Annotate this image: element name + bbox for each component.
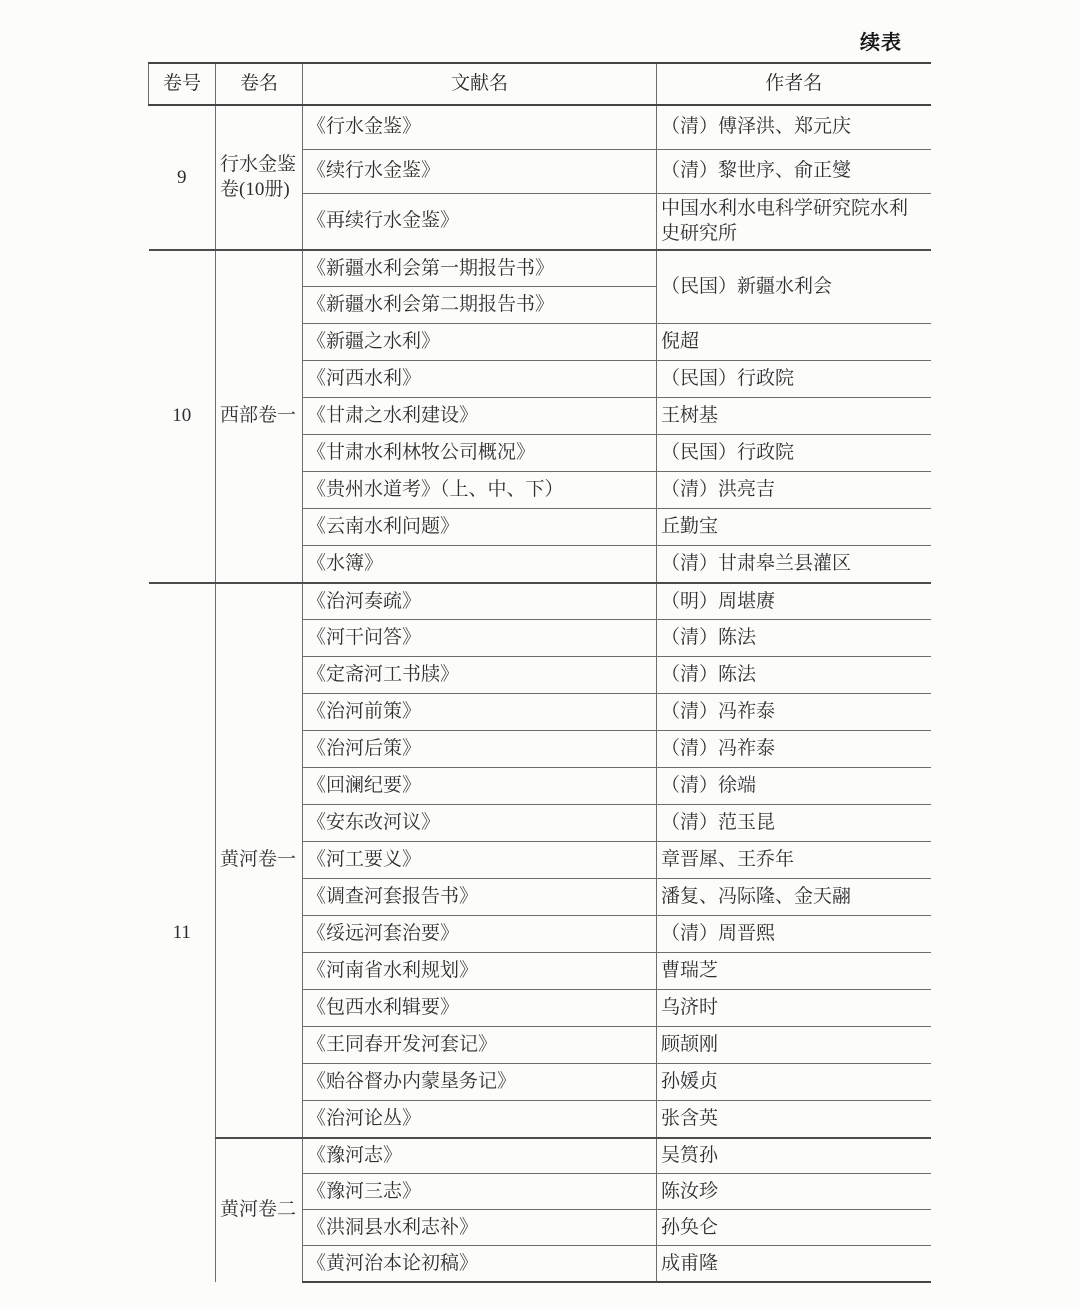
- author-cell: （清）陈法: [657, 620, 931, 657]
- author-cell: 乌济时: [657, 990, 931, 1027]
- author-cell: 成甫隆: [657, 1246, 931, 1282]
- doc-title-cell: 《绥远河套治要》: [303, 916, 657, 953]
- doc-title-cell: 《水簿》: [303, 546, 657, 583]
- author-cell: 张含英: [657, 1101, 931, 1138]
- author-cell: 孙媛贞: [657, 1064, 931, 1101]
- doc-title-cell: 《豫河志》: [303, 1138, 657, 1174]
- doc-title-cell: 《新疆水利会第二期报告书》: [303, 287, 657, 324]
- doc-title-cell: 《调查河套报告书》: [303, 879, 657, 916]
- author-cell: （明）周堪赓: [657, 583, 931, 620]
- doc-title-cell: 《甘肃之水利建设》: [303, 398, 657, 435]
- doc-title-cell: 《回澜纪要》: [303, 768, 657, 805]
- author-cell: （民国）行政院: [657, 435, 931, 472]
- author-cell: 吴筼孙: [657, 1138, 931, 1174]
- table-row: [149, 250, 931, 287]
- volume-name-cell: 西部卷一: [216, 250, 303, 583]
- literature-table: [148, 62, 931, 1283]
- volume-no-cell: 11: [149, 583, 216, 1282]
- col-header-volume-no: 卷号: [149, 63, 216, 105]
- author-cell: 丘勤宝: [657, 509, 931, 546]
- doc-title-cell: 《治河论丛》: [303, 1101, 657, 1138]
- doc-title-cell: 《河干问答》: [303, 620, 657, 657]
- col-header-author-name: 作者名: [657, 63, 931, 105]
- author-cell: （清）洪亮吉: [657, 472, 931, 509]
- author-cell: （清）徐端: [657, 768, 931, 805]
- doc-title-cell: 《再续行水金鉴》: [303, 193, 657, 250]
- author-cell: 王树基: [657, 398, 931, 435]
- doc-title-cell: 《云南水利问题》: [303, 509, 657, 546]
- table-row: [149, 105, 931, 149]
- author-cell: 孙奂仑: [657, 1210, 931, 1246]
- continued-table-label: 续表: [860, 32, 902, 54]
- volume-name-cell: 黄河卷二: [216, 1138, 303, 1282]
- volume-name-cell: 行水金鉴卷(10册): [216, 105, 303, 250]
- header-row: [149, 63, 931, 105]
- author-cell: 中国水利水电科学研究院水利史研究所: [657, 193, 931, 250]
- author-cell: 倪超: [657, 324, 931, 361]
- doc-title-cell: 《行水金鉴》: [303, 105, 657, 149]
- author-cell: 曹瑞芝: [657, 953, 931, 990]
- doc-title-cell: 《王同春开发河套记》: [303, 1027, 657, 1064]
- author-cell: （清）周晋熙: [657, 916, 931, 953]
- author-cell: （清）傅泽洪、郑元庆: [657, 105, 931, 149]
- doc-title-cell: 《河工要义》: [303, 842, 657, 879]
- doc-title-cell: 《治河奏疏》: [303, 583, 657, 620]
- author-cell: 顾颉刚: [657, 1027, 931, 1064]
- table-row: [149, 1138, 931, 1174]
- doc-title-cell: 《甘肃水利林牧公司概况》: [303, 435, 657, 472]
- doc-title-cell: 《治河后策》: [303, 731, 657, 768]
- table-row: [149, 583, 931, 620]
- author-cell: （清）陈法: [657, 657, 931, 694]
- doc-title-cell: 《洪洞县水利志补》: [303, 1210, 657, 1246]
- col-header-volume-name: 卷名: [216, 63, 303, 105]
- author-cell: （民国）行政院: [657, 361, 931, 398]
- author-cell: （民国）新疆水利会: [657, 250, 931, 324]
- doc-title-cell: 《豫河三志》: [303, 1174, 657, 1210]
- doc-title-cell: 《贵州水道考》（上、中、下）: [303, 472, 657, 509]
- volume-name-cell: 黄河卷一: [216, 583, 303, 1138]
- col-header-doc-name: 文献名: [303, 63, 657, 105]
- doc-title-cell: 《贻谷督办内蒙垦务记》: [303, 1064, 657, 1101]
- doc-title-cell: 《黄河治本论初稿》: [303, 1246, 657, 1282]
- author-cell: （清）冯祚泰: [657, 731, 931, 768]
- doc-title-cell: 《定斋河工书牍》: [303, 657, 657, 694]
- author-cell: 章晋犀、王乔年: [657, 842, 931, 879]
- author-cell: （清）范玉昆: [657, 805, 931, 842]
- author-cell: （清）冯祚泰: [657, 694, 931, 731]
- doc-title-cell: 《治河前策》: [303, 694, 657, 731]
- author-cell: （清）甘肃皋兰县灌区: [657, 546, 931, 583]
- doc-title-cell: 《安东改河议》: [303, 805, 657, 842]
- doc-title-cell: 《河西水利》: [303, 361, 657, 398]
- volume-no-cell: 9: [149, 105, 216, 250]
- doc-title-cell: 《新疆水利会第一期报告书》: [303, 250, 657, 287]
- doc-title-cell: 《包西水利辑要》: [303, 990, 657, 1027]
- doc-title-cell: 《续行水金鉴》: [303, 149, 657, 193]
- author-cell: 潘复、冯际隆、金天翮: [657, 879, 931, 916]
- author-cell: （清）黎世序、俞正燮: [657, 149, 931, 193]
- volume-no-cell: 10: [149, 250, 216, 583]
- doc-title-cell: 《河南省水利规划》: [303, 953, 657, 990]
- author-cell: 陈汝珍: [657, 1174, 931, 1210]
- table-header: [149, 63, 931, 105]
- doc-title-cell: 《新疆之水利》: [303, 324, 657, 361]
